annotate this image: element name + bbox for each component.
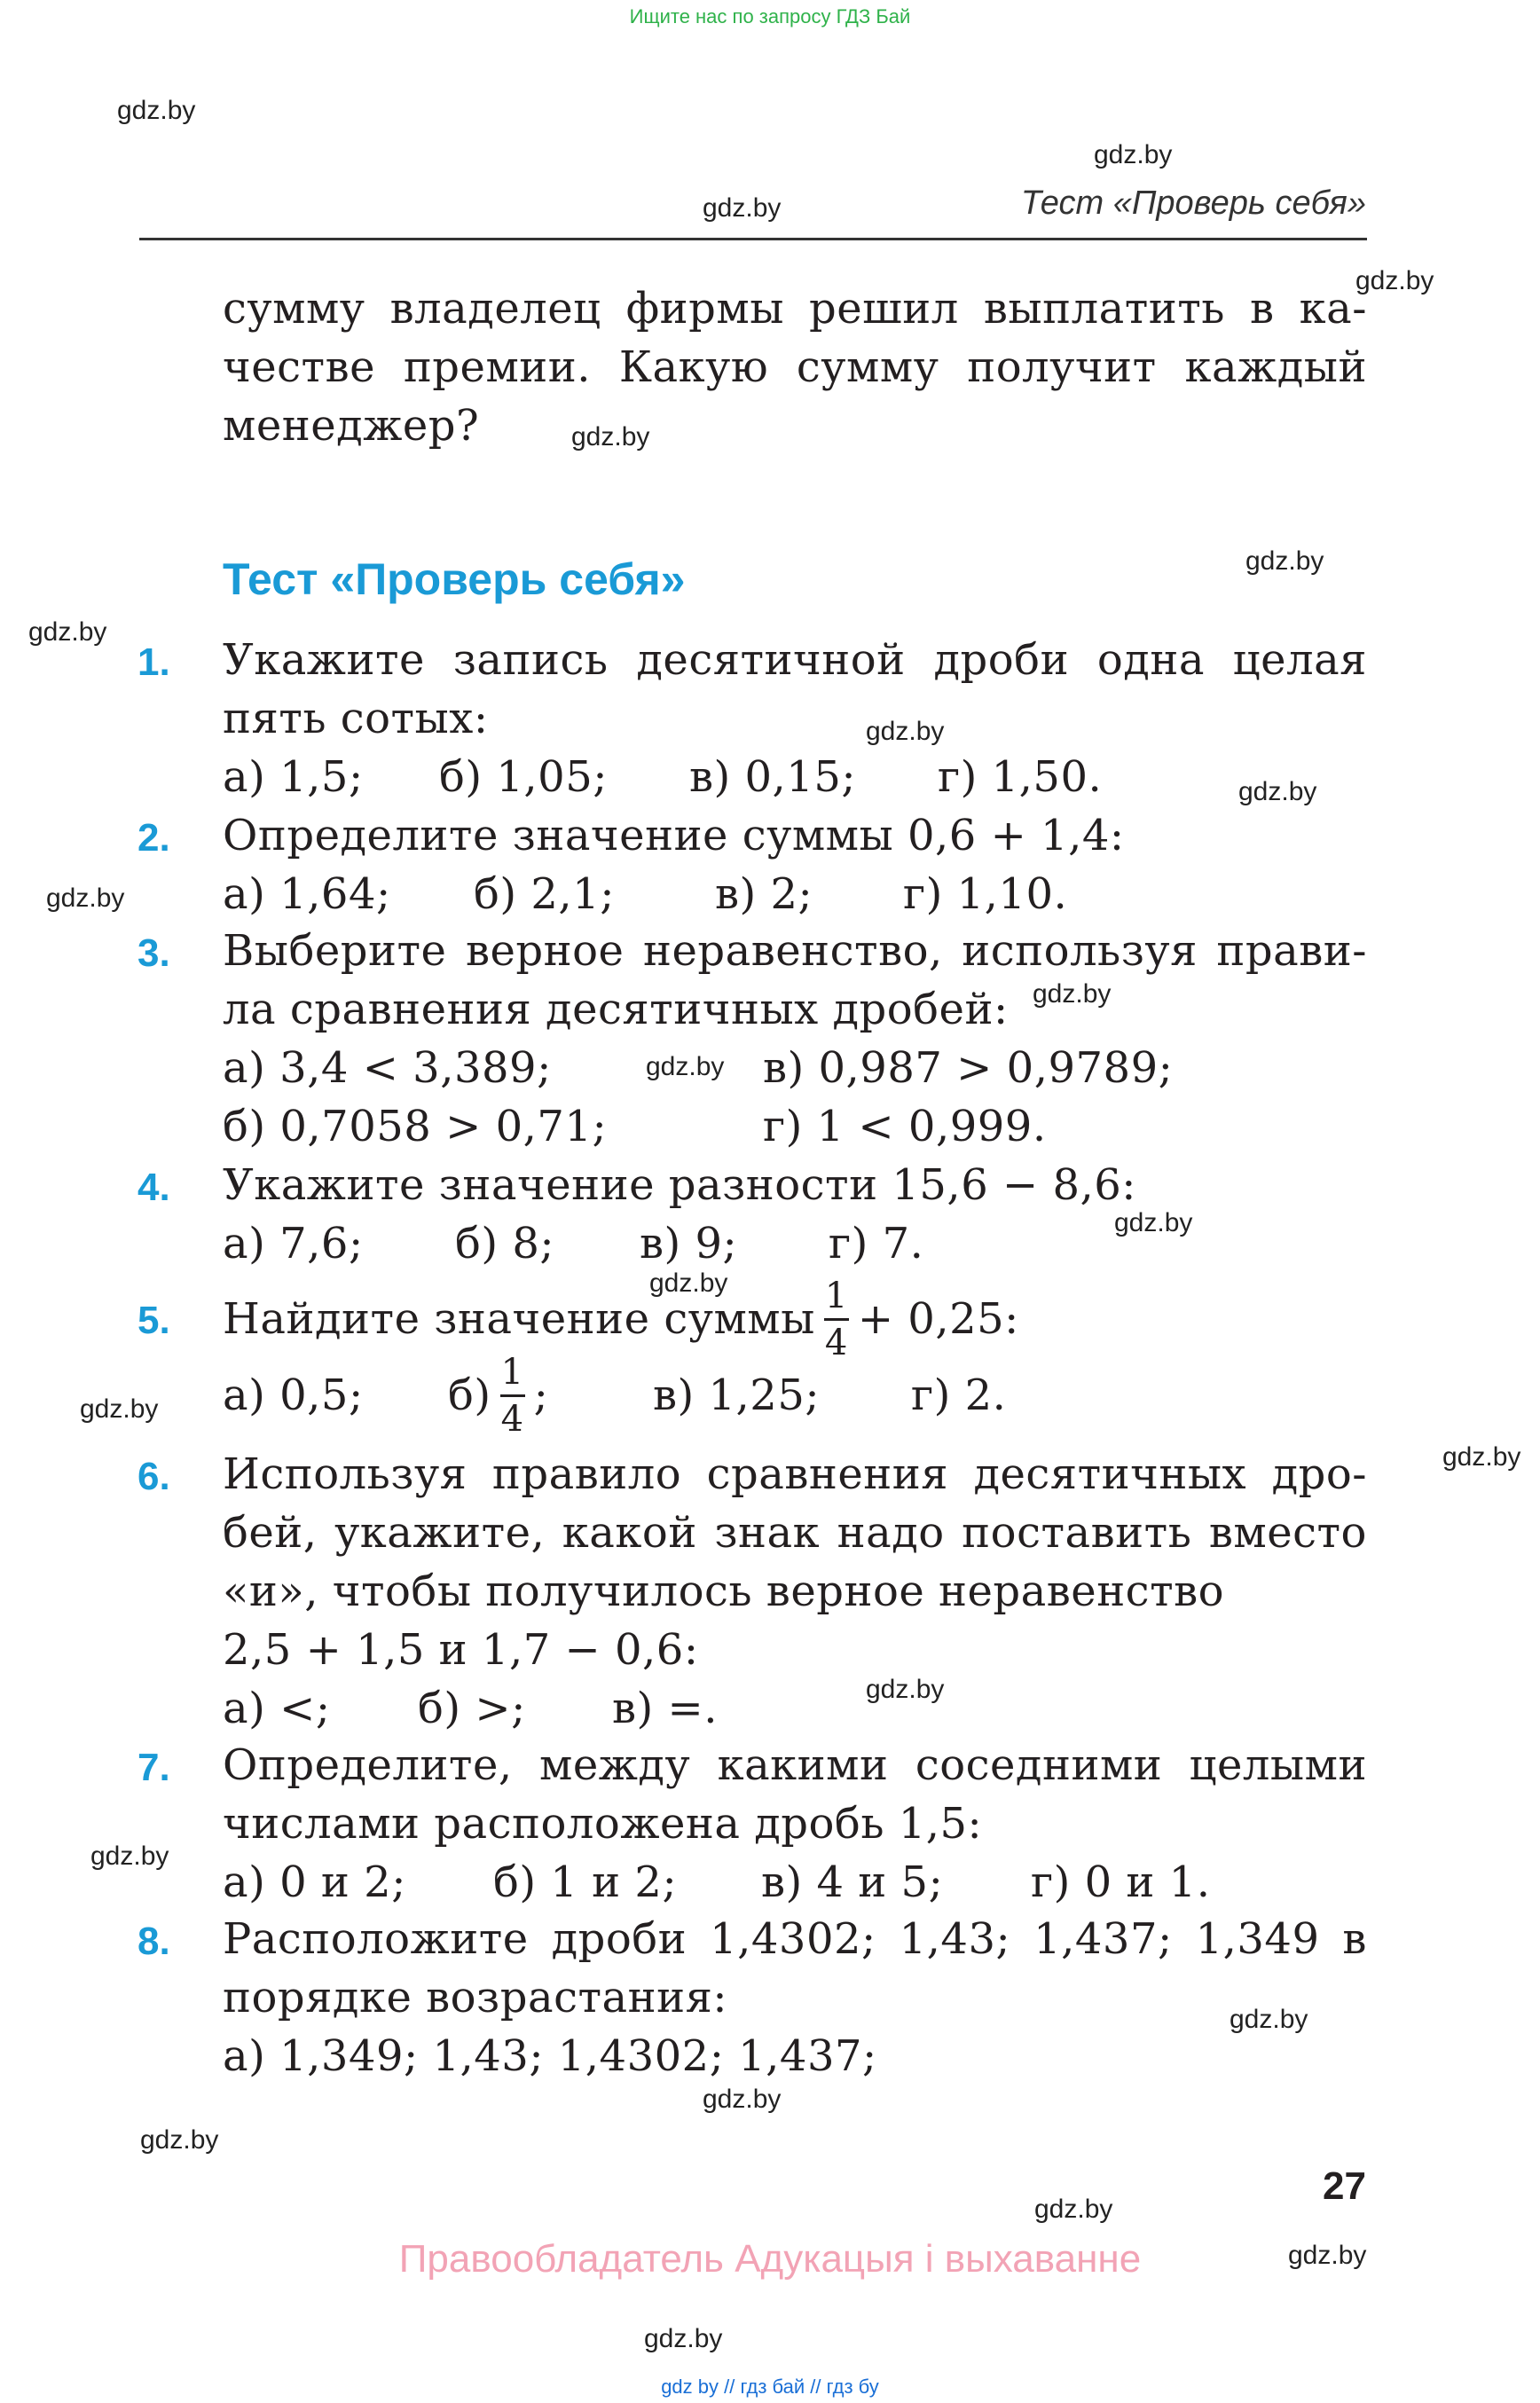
word: дроби: [933, 635, 1070, 685]
fraction-denominator: 4: [500, 1398, 524, 1440]
q6-option-c: в) =.: [612, 1684, 718, 1733]
watermark: gdz.by: [1288, 2241, 1367, 2270]
q6-option-a: а) <;: [223, 1684, 331, 1733]
watermark: gdz.by: [46, 883, 125, 913]
question-2-text: Определите значение суммы 0,6 + 1,4:: [223, 811, 1125, 860]
word: используя: [962, 926, 1198, 976]
word: Выберите: [223, 926, 447, 976]
header-divider: [139, 238, 1367, 240]
option-suffix: ;: [533, 1370, 549, 1420]
q7-option-d: г) 0 и 1.: [1031, 1857, 1211, 1907]
intro-line-2: [223, 342, 1367, 392]
word: фирмы: [625, 284, 784, 334]
question-4-text: Укажите значение разности 15,6 − 8,6:: [223, 1160, 1136, 1210]
q4-option-b: б) 8;: [455, 1219, 555, 1268]
question-3-line-2: ла сравнения десятичных дробей:: [223, 985, 1009, 1034]
running-header-title: Тест «Проверь себя»: [1020, 185, 1366, 222]
watermark: gdz.by: [866, 717, 945, 746]
question-number-8: 8.: [138, 1920, 170, 1963]
question-number-4: 4.: [138, 1166, 170, 1209]
q3-option-d: г) 1 < 0,999.: [763, 1102, 1047, 1151]
word: десятичных: [973, 1449, 1247, 1499]
option-label: б): [448, 1370, 491, 1420]
watermark: gdz.by: [1245, 546, 1324, 576]
q7-option-c: в) 4 и 5;: [761, 1857, 944, 1907]
watermark: gdz.by: [866, 1675, 945, 1704]
q4-option-a: а) 7,6;: [223, 1219, 364, 1268]
fraction-bar: [824, 1318, 849, 1321]
q1-option-d: г) 1,50.: [938, 752, 1103, 802]
intro-line-1: [223, 284, 1367, 334]
word: сумму: [796, 342, 939, 392]
word: какой: [562, 1508, 697, 1558]
watermark: gdz.by: [90, 1842, 169, 1871]
word: Расположите: [223, 1914, 529, 1964]
question-5-text: [223, 1270, 1019, 1368]
question-6-line-2: [223, 1508, 1367, 1558]
fraction-numerator: 1: [824, 1275, 848, 1316]
word: вместо: [1208, 1508, 1367, 1558]
q4-option-c: в) 9;: [640, 1219, 738, 1268]
word: Укажите: [223, 635, 425, 685]
question-number-5: 5.: [138, 1299, 170, 1342]
word: премии.: [403, 342, 592, 392]
question-8-line-2: порядке возрастания:: [223, 1973, 728, 2022]
word: целыми: [1189, 1740, 1367, 1790]
q3-option-b: б) 0,7058 > 0,71;: [223, 1102, 608, 1151]
word: укажите,: [334, 1508, 546, 1558]
watermark: gdz.by: [649, 1268, 728, 1298]
word: целая: [1232, 635, 1367, 685]
page-number: 27: [1323, 2164, 1366, 2208]
watermark: gdz.by: [117, 96, 196, 125]
fraction-numerator: 1: [500, 1351, 524, 1393]
word: ка-: [1299, 284, 1367, 334]
question-1-line-1: [223, 635, 1367, 685]
q5-option-a: а) 0,5;: [223, 1370, 364, 1420]
word: выплатить: [983, 284, 1225, 334]
question-6-line-4: 2,5 + 1,5 и 1,7 − 0,6:: [223, 1625, 699, 1675]
bottom-links[interactable]: gdz by // гдз бай // гдз бу: [661, 2376, 879, 2398]
word: получит: [967, 342, 1157, 392]
word: бей,: [223, 1508, 318, 1558]
word: Какую: [618, 342, 769, 392]
watermark: gdz.by: [1114, 1208, 1193, 1237]
watermark: gdz.by: [703, 193, 782, 223]
watermark: gdz.by: [1034, 2195, 1113, 2224]
fraction: [824, 1277, 849, 1362]
q8-option-a: а) 1,349; 1,43; 1,4302; 1,437;: [223, 2031, 877, 2081]
word: сумму: [223, 284, 365, 334]
word: неравенство,: [642, 926, 943, 976]
word: между: [539, 1740, 691, 1790]
word: верное: [466, 926, 625, 976]
question-8-line-1: [223, 1914, 1367, 1964]
section-title: Тест «Проверь себя»: [223, 554, 686, 604]
question-number-6: 6.: [138, 1455, 170, 1498]
question-number-3: 3.: [138, 931, 170, 975]
word: владелец: [389, 284, 601, 334]
question-number-2: 2.: [138, 816, 170, 860]
copyright-notice: Правообладатель Адукацыя і выхаванне: [398, 2237, 1142, 2281]
question-number-7: 7.: [138, 1746, 170, 1789]
q5-option-b: [448, 1347, 548, 1444]
watermark: gdz.by: [80, 1394, 159, 1424]
word: 1,4302;: [710, 1914, 876, 1964]
question-number-1: 1.: [138, 640, 170, 684]
watermark: gdz.by: [1355, 266, 1434, 295]
word: знак: [714, 1508, 821, 1558]
q7-option-b: б) 1 и 2;: [493, 1857, 678, 1907]
watermark: gdz.by: [1033, 979, 1112, 1009]
question-7-line-1: [223, 1740, 1367, 1790]
word: честве: [223, 342, 376, 392]
word: поставить: [962, 1508, 1192, 1558]
watermark: gdz.by: [703, 2085, 782, 2114]
word: 1,349: [1195, 1914, 1320, 1964]
q2-option-d: г) 1,10.: [903, 869, 1068, 919]
question-6-line-3: «и», чтобы получилось верное неравенство: [223, 1567, 1225, 1616]
q3-option-a: а) 3,4 < 3,389;: [223, 1043, 552, 1093]
q5-option-c: в) 1,25;: [653, 1370, 821, 1420]
question-1-line-2: пять сотых:: [223, 694, 489, 743]
watermark: gdz.by: [28, 617, 107, 647]
word: одна: [1096, 635, 1205, 685]
fraction-denominator: 4: [824, 1322, 848, 1363]
watermark: gdz.by: [1442, 1442, 1521, 1472]
word: Определите,: [223, 1740, 513, 1790]
watermark: gdz.by: [644, 2324, 723, 2353]
q1-option-c: в) 0,15;: [689, 752, 857, 802]
word: 1,43;: [899, 1914, 1011, 1964]
q1-option-a: а) 1,5;: [223, 752, 364, 802]
question-5-text-after: + 0,25:: [857, 1294, 1019, 1344]
word: дро-: [1271, 1449, 1367, 1499]
q5-option-d: г) 2.: [911, 1370, 1007, 1420]
watermark: gdz.by: [140, 2125, 219, 2155]
q1-option-b: б) 1,05;: [439, 752, 608, 802]
word: решил: [809, 284, 959, 334]
watermark: gdz.by: [1230, 2005, 1308, 2034]
q6-option-b: б) >;: [418, 1684, 526, 1733]
word: Используя: [223, 1449, 468, 1499]
word: дроби: [551, 1914, 688, 1964]
word: прави-: [1216, 926, 1367, 976]
word: какими: [717, 1740, 889, 1790]
word: десятичной: [636, 635, 906, 685]
q7-option-a: а) 0 и 2;: [223, 1857, 406, 1907]
q2-option-b: б) 2,1;: [474, 869, 615, 919]
word: соседними: [915, 1740, 1163, 1790]
word: надо: [837, 1508, 945, 1558]
word: в: [1342, 1914, 1367, 1964]
question-7-line-2: числами расположена дробь 1,5:: [223, 1799, 983, 1849]
q2-option-a: а) 1,64;: [223, 869, 391, 919]
fraction-bar: [500, 1394, 525, 1397]
question-6-line-1: [223, 1449, 1367, 1499]
q3-option-c: в) 0,987 > 0,9789;: [763, 1043, 1174, 1093]
q4-option-d: г) 7.: [829, 1219, 924, 1268]
fraction: [500, 1351, 525, 1440]
q2-option-c: в) 2;: [715, 869, 813, 919]
word: каждый: [1184, 342, 1367, 392]
watermark: gdz.by: [571, 422, 650, 452]
watermark: gdz.by: [1238, 777, 1317, 806]
question-5-text-before: Найдите значение суммы: [223, 1294, 815, 1344]
word: 1,437;: [1033, 1914, 1173, 1964]
word: сравнения: [706, 1449, 949, 1499]
word: в: [1250, 284, 1275, 334]
top-banner[interactable]: Ищите нас по запросу ГДЗ Бай: [629, 5, 911, 27]
intro-line-3: менеджер?: [223, 401, 480, 451]
question-3-line-1: [223, 926, 1367, 976]
word: запись: [452, 635, 609, 685]
watermark: gdz.by: [1094, 140, 1173, 169]
watermark: gdz.by: [646, 1052, 725, 1081]
word: правило: [491, 1449, 682, 1499]
